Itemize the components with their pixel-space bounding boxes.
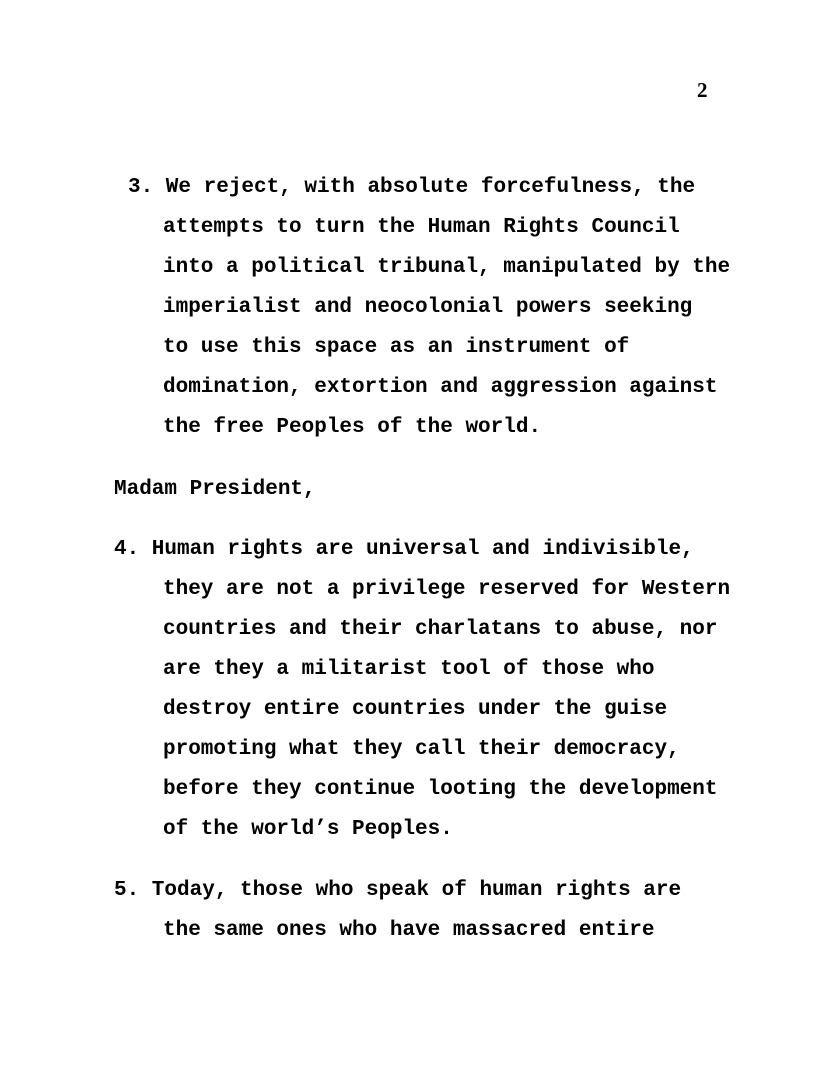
- paragraph-line: before they continue looting the development: [163, 778, 718, 801]
- paragraph-line: of the world’s Peoples.: [163, 818, 453, 841]
- page-number: 2: [697, 78, 708, 102]
- paragraph-5: [114, 871, 713, 951]
- paragraph-line: destroy entire countries under the guise: [163, 698, 668, 721]
- paragraph-line: promoting what they call their democracy,: [163, 738, 680, 761]
- salutation: Madam President,: [114, 478, 316, 501]
- paragraph-line: countries and their charlatans to abuse, nor: [163, 618, 718, 641]
- paragraph-line: to use this space as an instrument of: [163, 336, 630, 359]
- paragraph-line: 4. Human rights are universal and indivisible,: [114, 538, 694, 561]
- paragraph-line: imperialist and neocolonial powers seeking: [163, 296, 693, 319]
- paragraph-line: domination, extortion and aggression against: [163, 376, 718, 399]
- paragraph-line: they are not a privilege reserved for Western: [163, 578, 731, 601]
- paragraph-line: the free Peoples of the world.: [163, 416, 542, 439]
- paragraph-line: are they a militarist tool of those who: [163, 658, 655, 681]
- paragraph-line: 5. Today, those who speak of human rights are: [114, 879, 682, 902]
- paragraph-line: attempts to turn the Human Rights Council: [163, 216, 680, 239]
- paragraph-3: [128, 168, 731, 448]
- paragraph-line: into a political tribunal, manipulated by the: [163, 256, 731, 279]
- paragraph-4: [114, 530, 731, 850]
- paragraph-line: 3. We reject, with absolute forcefulness, the: [128, 176, 696, 199]
- paragraph-line: the same ones who have massacred entire: [163, 919, 655, 942]
